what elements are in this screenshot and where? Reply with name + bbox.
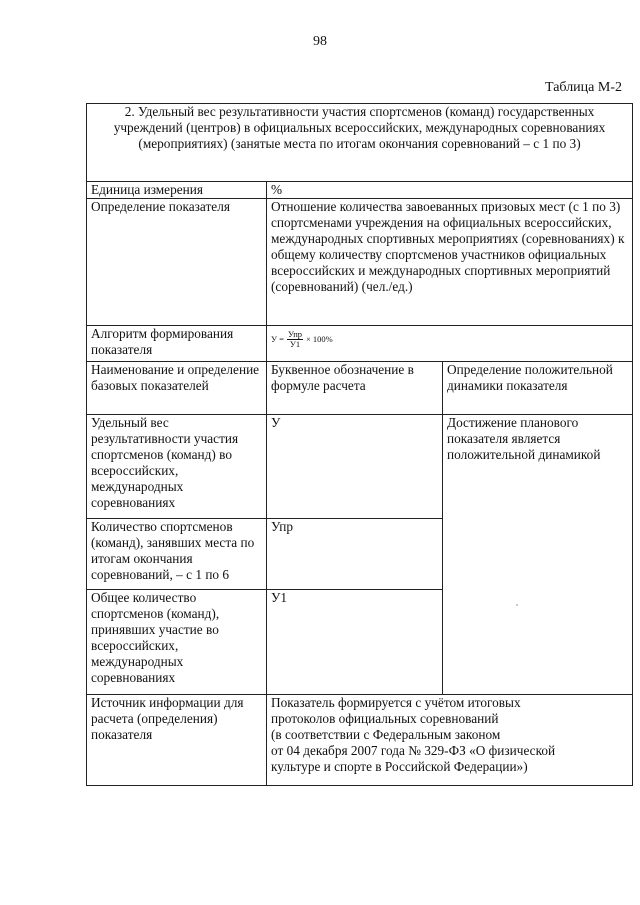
source-line: культуре и спорте в Российской Федерации») [271,759,528,774]
header-symbol: Буквенное обозначение в формуле расчета [267,362,443,415]
formula-lhs: У = [271,334,284,344]
row-symbol: У1 [267,590,443,695]
unit-value: % [267,182,633,199]
algorithm-label: Алгоритм формирования показателя [87,326,267,362]
row-name: Общее количество спортсменов (команд), принявших участие во всероссийских, международных соревнованиях [87,590,267,695]
header-name: Наименование и определение базовых показателей [87,362,267,415]
scan-speck [516,604,518,606]
source-line: от 04 декабря 2007 года № 329-ФЗ «О физической [271,743,556,758]
row-name: Удельный вес результативности участия спортсменов (команд) во всероссийских, международных соревнованиях [87,415,267,519]
source-line: Показатель формируется с учётом итоговых [271,695,521,710]
formula [271,330,333,349]
page-number: 98 [313,34,327,49]
formula-denominator: У1 [289,339,301,349]
algorithm-formula-cell [267,326,633,362]
row-symbol: Упр [267,519,443,590]
indicator-title: 2. Удельный вес результативности участия спортсменов (команд) государственных учреждений (центров) в официальных всероссийских, международных соревнованиях (мероприятиях) (занятые места по итогам окончания соревнований – с 1 по 3) [87,104,633,182]
definition-label: Определение показателя [87,199,267,326]
header-dynamics: Определение положительной динамики показателя [443,362,633,415]
table-label: Таблица М-2 [545,80,622,95]
source-label: Источник информации для расчета (определения) показателя [87,695,267,786]
unit-label: Единица измерения [87,182,267,199]
formula-fraction [287,330,303,349]
source-value [267,695,633,786]
row-symbol: У [267,415,443,519]
source-line: протоколов официальных соревнований [271,711,499,726]
dynamics-value: Достижение планового показателя является положительной динамикой [443,415,633,695]
indicator-table [86,103,633,786]
source-line: (в соответствии с Федеральным законом [271,727,501,742]
definition-value: Отношение количества завоеванных призовых мест (с 1 по 3) спортсменами учреждения на официальных всероссийских, международных спортивных мероприятиях (соревнованиях) к общему количеству спортсменов участников официальных всероссийских и международных спортивных мероприятий (соревнований) (чел./ед.) [267,199,633,326]
formula-numerator: Упр [287,329,303,339]
row-name: Количество спортсменов (команд), занявших места по итогам окончания соревнований, – с 1 по 6 [87,519,267,590]
formula-multiplier: × 100% [306,334,333,344]
